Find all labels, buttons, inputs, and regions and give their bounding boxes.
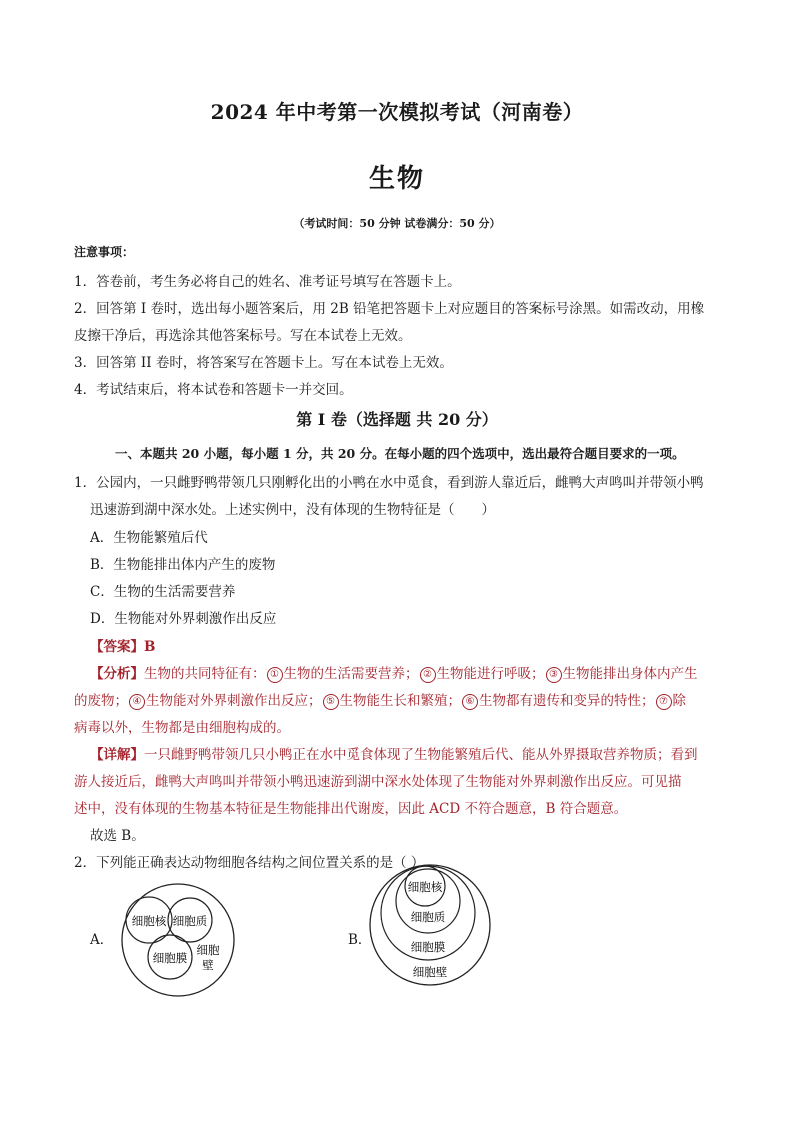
- label-cytoplasm: 细胞质: [410, 910, 446, 924]
- label-membrane: 细胞膜: [410, 940, 446, 954]
- notice-line: 2．回答第 I 卷时，选出每小题答案后，用 2B 铅笔把答题卡上对应题目的答案标号涂黑。如需改动，用橡: [74, 301, 705, 317]
- label-membrane: 细胞膜: [152, 951, 188, 965]
- exam-meta: （考试时间：50 分钟 试卷满分：50 分）: [293, 217, 501, 230]
- notice-line: 1．答卷前，考生务必将自己的姓名、准考证号填写在答题卡上。: [74, 274, 461, 290]
- q1-stem-line1: 1．公园内，一只雌野鸭带领几只刚孵化出的小鸭在水中觅食，看到游人靠近后，雌鸭大声鸣叫并带领小鸭: [74, 475, 704, 491]
- q1-analysis-line2: [74, 689, 686, 710]
- analysis-text: 生物能排出身体内产生: [562, 666, 698, 682]
- section-title: 第 I 卷（选择题 共 20 分）: [296, 410, 498, 429]
- q1-option-c: C．生物的生活需要营养: [90, 584, 236, 600]
- circled-number: ②: [420, 667, 436, 683]
- q1-detail-line1: [90, 743, 698, 763]
- analysis-text: 生物的生活需要营养；: [283, 666, 419, 682]
- q1-conclusion: 故选 B。: [90, 828, 145, 844]
- q1-analysis-line3: 病毒以外，生物都是由细胞构成的。: [74, 720, 290, 736]
- notice-line: 3．回答第 II 卷时，将答案写在答题卡上。写在本试卷上无效。: [74, 355, 453, 371]
- analysis-label: 【分析】: [90, 666, 144, 682]
- answer-value: B: [144, 639, 156, 655]
- analysis-text: 生物的共同特征有：: [144, 666, 266, 682]
- q1-option-d: D．生物能对外界刺激作出反应: [90, 611, 277, 627]
- detail-text: 一只雌野鸭带领几只小鸭正在水中觅食体现了生物能繁殖后代、能从外界摄取营养物质；看到: [144, 747, 698, 763]
- label-nucleus: 细胞核: [131, 914, 167, 928]
- circled-number: ①: [267, 667, 283, 683]
- section-instruction: 一、本题共 20 小题，每小题 1 分，共 20 分。在每小题的四个选项中，选出最符合题目要求的一项。: [115, 446, 685, 461]
- circled-number: ④: [129, 694, 145, 710]
- q1-detail-line2: 游人接近后，雌鸭大声鸣叫并带领小鸭迅速游到湖中深水处体现了生物能对外界刺激作出反应。可见描: [74, 774, 682, 790]
- subject-title: 生物: [368, 164, 425, 194]
- analysis-text: 生物能进行呼吸；: [436, 666, 545, 682]
- analysis-text: 生物能生长和繁殖；: [339, 693, 461, 709]
- analysis-text: 除: [672, 693, 686, 709]
- detail-label: 【详解】: [90, 747, 144, 763]
- q1-analysis-line1: [90, 662, 698, 683]
- circled-number: ⑦: [656, 694, 672, 710]
- q1-option-b: B．生物能排出体内产生的废物: [90, 557, 276, 573]
- circled-number: ⑤: [323, 694, 339, 710]
- circled-number: ⑥: [462, 694, 478, 710]
- answer-label: 【答案】: [90, 639, 144, 655]
- q1-detail-line3: 述中，没有体现的生物基本特征是生物能排出代谢废，因此 ACD 不符合题意，B 符合题意。: [74, 801, 628, 817]
- q1-answer: [90, 635, 155, 655]
- circled-number: ③: [546, 667, 562, 683]
- label-wall-2: 壁: [202, 958, 214, 972]
- q1-stem-line2: 迅速游到湖中深水处。上述实例中，没有体现的生物特征是（ ）: [90, 502, 495, 518]
- page-title: 2024 年中考第一次模拟考试（河南卷）: [210, 100, 584, 124]
- notice-line: 4．考试结束后，将本试卷和答题卡一并交回。: [74, 382, 353, 398]
- q2-option-b-label: B．: [348, 932, 372, 948]
- label-wall-1: 细胞: [196, 943, 220, 957]
- analysis-text: 的废物；: [74, 693, 128, 709]
- diagram-b: [368, 862, 492, 992]
- diagram-a: [118, 880, 238, 1004]
- notice-line: 皮擦干净后，再选涂其他答案标号。写在本试卷上无效。: [74, 328, 412, 344]
- q1-option-a: A．生物能繁殖后代: [90, 530, 208, 546]
- q2-stem: 2．下列能正确表达动物细胞各结构之间位置关系的是（ ）: [74, 855, 425, 871]
- label-wall: 细胞壁: [412, 965, 448, 979]
- analysis-text: 生物都有遗传和变异的特性；: [479, 693, 655, 709]
- analysis-text: 生物能对外界刺激作出反应；: [146, 693, 322, 709]
- q2-option-a-label: A．: [90, 932, 114, 948]
- label-nucleus: 细胞核: [407, 880, 443, 894]
- label-cytoplasm: 细胞质: [172, 914, 208, 928]
- notice-heading: 注意事项：: [74, 245, 135, 259]
